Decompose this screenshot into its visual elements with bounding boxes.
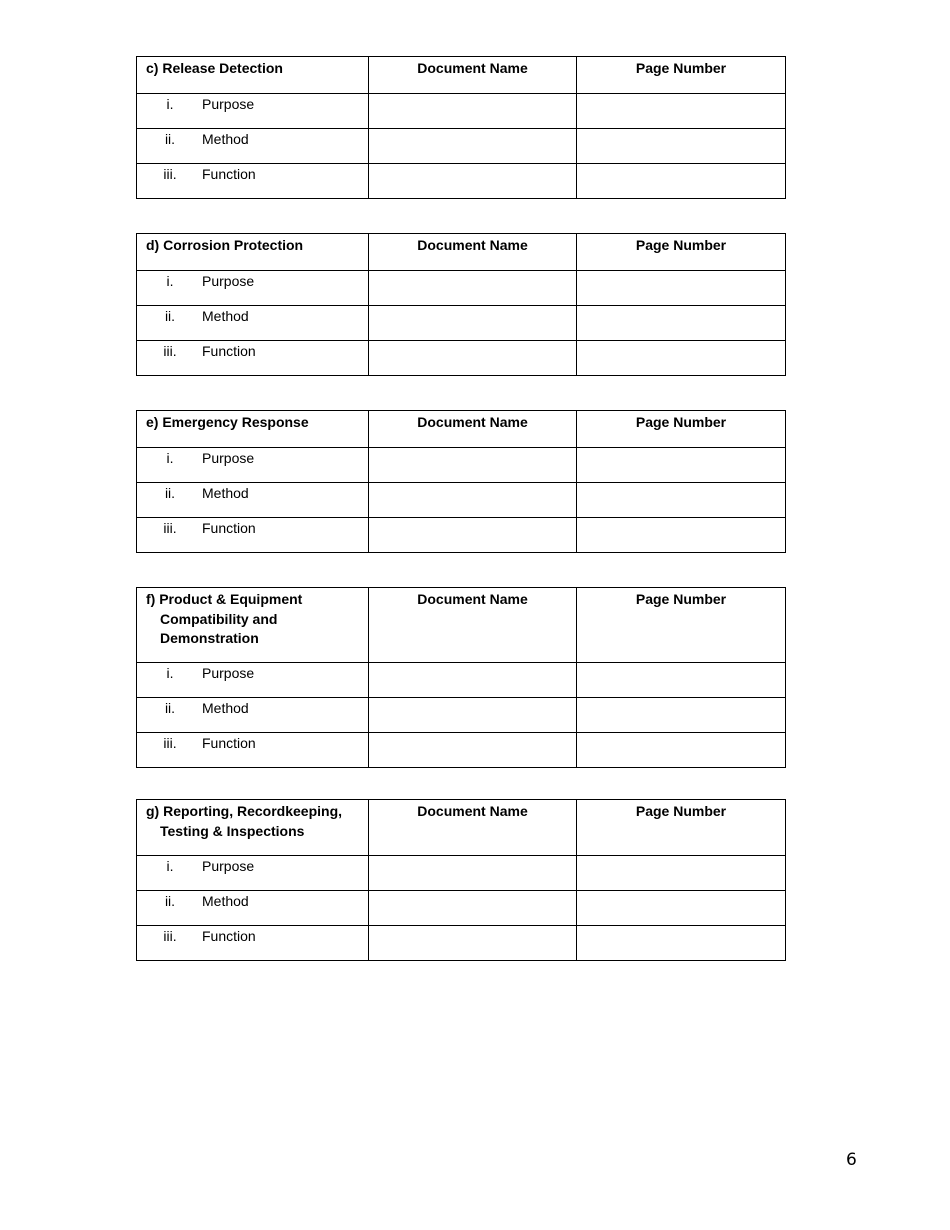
page-number-cell[interactable]	[577, 94, 786, 129]
item-number: i.	[166, 273, 174, 289]
section-title-line: d) Corrosion Protection	[146, 237, 304, 253]
item-label: Purpose	[202, 273, 255, 289]
document-name-cell[interactable]	[369, 926, 577, 961]
item-label: Function	[202, 343, 256, 359]
item-row-label	[137, 94, 369, 129]
item-label: Purpose	[202, 858, 255, 874]
document-name-cell[interactable]	[369, 733, 577, 768]
item-label: Method	[202, 700, 249, 716]
section-title-line: f) Product & Equipment	[146, 591, 303, 607]
document-name-header: Document Name	[369, 234, 577, 271]
document-name-cell[interactable]	[369, 698, 577, 733]
item-label: Purpose	[202, 665, 255, 681]
document-name-cell[interactable]	[369, 271, 577, 306]
document-name-cell[interactable]	[369, 891, 577, 926]
section-title	[137, 411, 369, 448]
page-number-cell[interactable]	[577, 733, 786, 768]
section-title	[137, 800, 369, 856]
item-number: i.	[166, 858, 174, 874]
item-label: Method	[202, 485, 249, 501]
page-number-header: Page Number	[577, 411, 786, 448]
section-title	[137, 57, 369, 94]
document-name-cell[interactable]	[369, 129, 577, 164]
page-number-header: Page Number	[577, 588, 786, 663]
item-label: Purpose	[202, 450, 255, 466]
item-row-label	[137, 483, 369, 518]
item-label: Function	[202, 520, 256, 536]
item-label: Function	[202, 928, 256, 944]
item-label: Method	[202, 893, 249, 909]
section-table-emergency-response	[136, 410, 786, 553]
item-row-label	[137, 129, 369, 164]
page-number-cell[interactable]	[577, 164, 786, 199]
page-number-cell[interactable]	[577, 483, 786, 518]
page-number-cell[interactable]	[577, 698, 786, 733]
item-number: ii.	[164, 485, 176, 501]
item-row-label	[137, 663, 369, 698]
section-title	[137, 588, 369, 663]
section-title-line: Demonstration	[160, 630, 259, 646]
item-row-label	[137, 341, 369, 376]
item-row-label	[137, 518, 369, 553]
document-name-cell[interactable]	[369, 94, 577, 129]
document-name-header: Document Name	[369, 800, 577, 856]
item-row-label	[137, 164, 369, 199]
document-name-cell[interactable]	[369, 306, 577, 341]
page-number-cell[interactable]	[577, 518, 786, 553]
document-name-cell[interactable]	[369, 518, 577, 553]
document-name-cell[interactable]	[369, 483, 577, 518]
page-number-header: Page Number	[577, 800, 786, 856]
item-number: iii.	[163, 928, 177, 944]
document-name-cell[interactable]	[369, 663, 577, 698]
page-number-header: Page Number	[577, 57, 786, 94]
item-number: ii.	[164, 893, 176, 909]
section-title-line: Testing & Inspections	[160, 822, 305, 839]
item-row-label	[137, 856, 369, 891]
item-number: i.	[166, 665, 174, 681]
item-number: iii.	[163, 520, 177, 536]
document-name-cell[interactable]	[369, 448, 577, 483]
section-title-line: e) Emergency Response	[146, 414, 309, 430]
item-number: iii.	[163, 166, 177, 182]
item-number: iii.	[163, 343, 177, 359]
page-number-cell[interactable]	[577, 271, 786, 306]
page-number: 6	[846, 1150, 857, 1170]
item-number: ii.	[164, 308, 176, 324]
section-title-line: c) Release Detection	[146, 60, 283, 76]
section-table-product-equipment-compatibility	[136, 587, 786, 768]
item-number: i.	[166, 96, 174, 112]
page-number-header: Page Number	[577, 234, 786, 271]
item-number: i.	[166, 450, 174, 466]
document-name-header: Document Name	[369, 57, 577, 94]
section-title-line: Compatibility and	[160, 610, 278, 627]
document-name-cell[interactable]	[369, 341, 577, 376]
item-number: ii.	[164, 700, 176, 716]
item-row-label	[137, 926, 369, 961]
item-label: Method	[202, 131, 249, 147]
document-name-cell[interactable]	[369, 856, 577, 891]
item-number: ii.	[164, 131, 176, 147]
item-row-label	[137, 306, 369, 341]
section-title	[137, 234, 369, 271]
document-name-header: Document Name	[369, 411, 577, 448]
item-row-label	[137, 448, 369, 483]
page-number-cell[interactable]	[577, 663, 786, 698]
item-row-label	[137, 271, 369, 306]
item-label: Function	[202, 166, 256, 182]
document-name-cell[interactable]	[369, 164, 577, 199]
item-row-label	[137, 733, 369, 768]
page-number-cell[interactable]	[577, 926, 786, 961]
page-number-cell[interactable]	[577, 306, 786, 341]
item-row-label	[137, 698, 369, 733]
page-number-cell[interactable]	[577, 856, 786, 891]
item-number: iii.	[163, 735, 177, 751]
item-label: Function	[202, 735, 256, 751]
page-number-cell[interactable]	[577, 341, 786, 376]
section-table-corrosion-protection	[136, 233, 786, 376]
item-label: Purpose	[202, 96, 255, 112]
section-table-release-detection	[136, 56, 786, 199]
item-row-label	[137, 891, 369, 926]
item-label: Method	[202, 308, 249, 324]
document-name-header: Document Name	[369, 588, 577, 663]
section-table-reporting-recordkeeping	[136, 799, 786, 961]
section-title-line: g) Reporting, Recordkeeping,	[146, 803, 343, 819]
page-number-cell[interactable]	[577, 129, 786, 164]
page-number-cell[interactable]	[577, 891, 786, 926]
page-number-cell[interactable]	[577, 448, 786, 483]
